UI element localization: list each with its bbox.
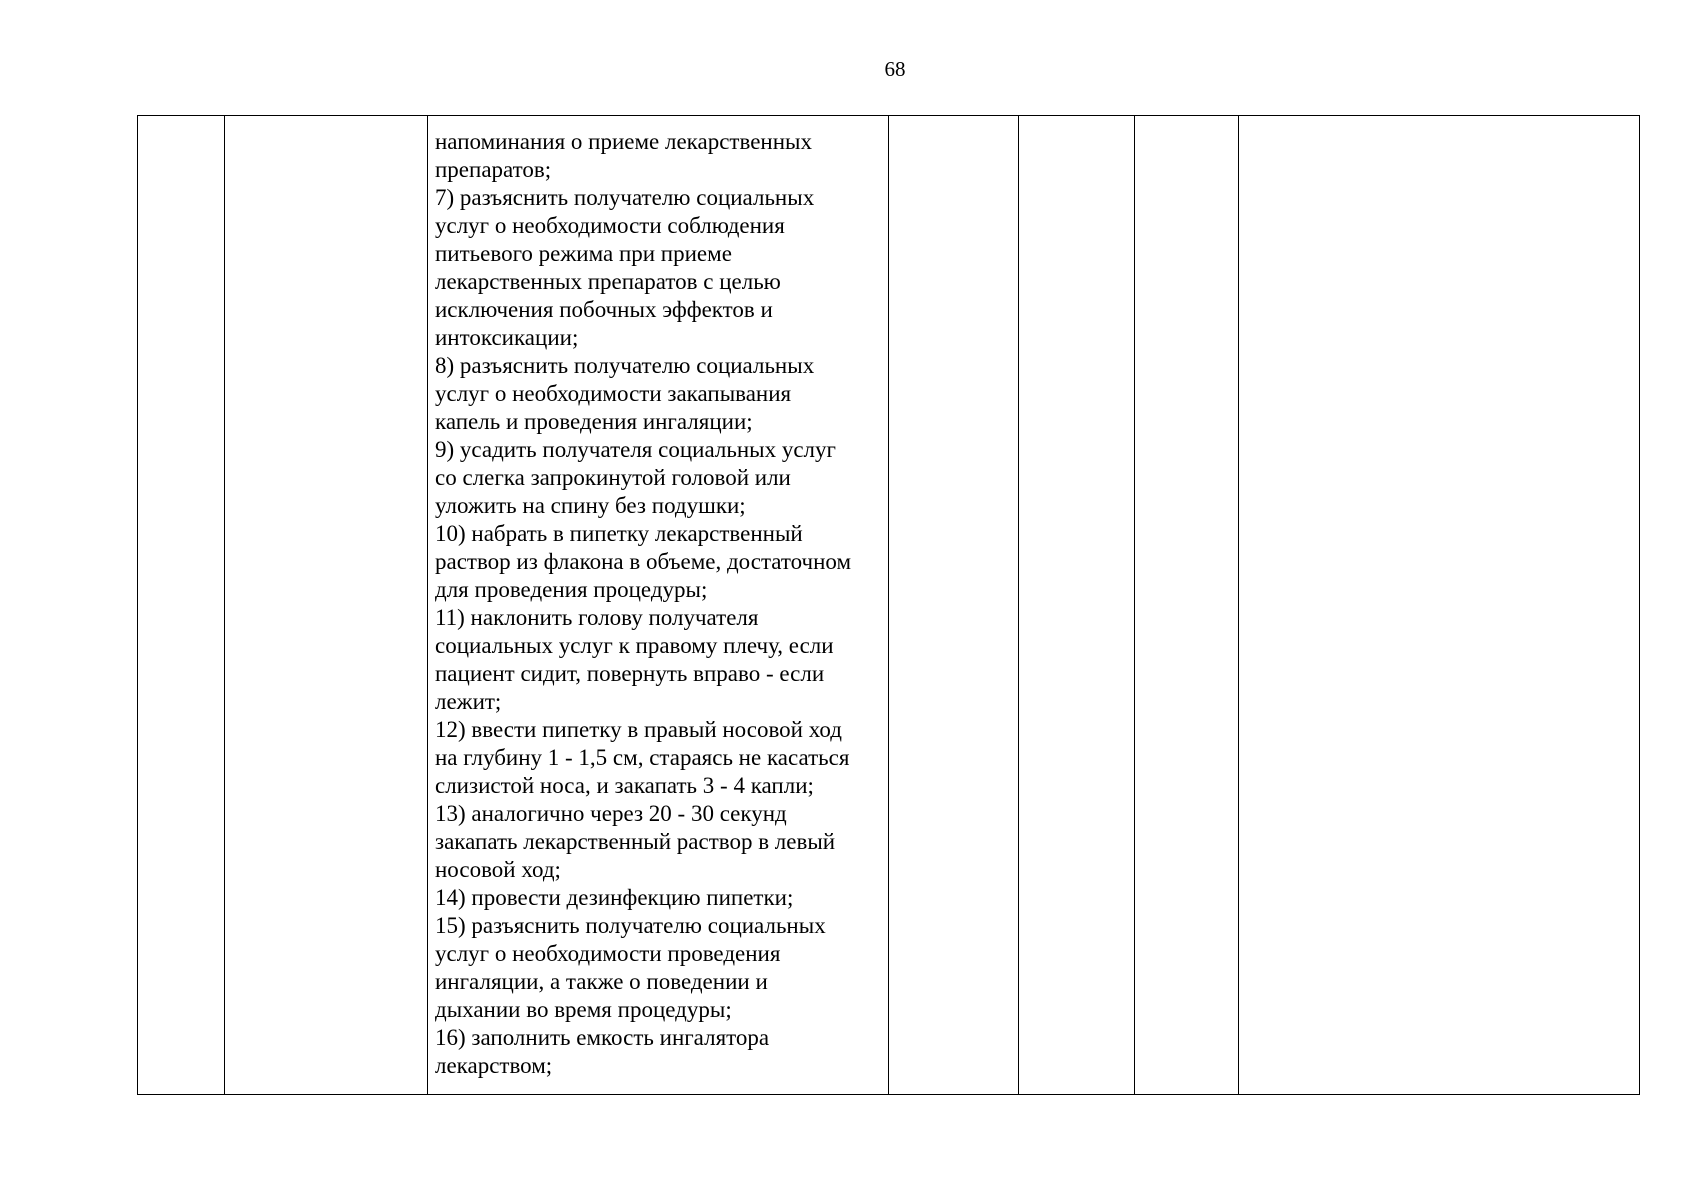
text-line: закапать лекарственный раствор в левый <box>435 829 836 854</box>
table-cell-col3 <box>428 116 889 1095</box>
table-row <box>138 116 1640 1095</box>
text-line: слизистой носа, и закапать 3 - 4 капли; <box>435 773 814 798</box>
text-line: социальных услуг к правому плечу, если <box>435 633 834 658</box>
text-line: со слегка запрокинутой головой или <box>435 465 791 490</box>
page-number: 68 <box>884 57 906 81</box>
text-line: на глубину 1 - 1,5 см, стараясь не касаться <box>435 745 850 770</box>
text-line: питьевого режима при приеме <box>435 241 732 266</box>
text-line: лекарственных препаратов с целью <box>435 269 781 294</box>
text-line: ингаляции, а также о поведении и <box>435 969 768 994</box>
text-line: 16) заполнить емкость ингалятора <box>435 1025 770 1050</box>
text-line: препаратов; <box>435 157 552 182</box>
table-cell-col7 <box>1239 116 1640 1095</box>
text-line: уложить на спину без подушки; <box>435 493 746 518</box>
text-line: напоминания о приеме лекарственных <box>435 129 812 154</box>
text-line: дыхании во время процедуры; <box>435 997 732 1022</box>
text-line: носовой ход; <box>435 857 561 882</box>
text-line: пациент сидит, повернуть вправо - если <box>435 661 825 686</box>
text-line: раствор из флакона в объеме, достаточном <box>435 549 852 574</box>
text-line: услуг о необходимости закапывания <box>435 381 792 406</box>
text-line: лежит; <box>435 689 502 714</box>
text-line: для проведения процедуры; <box>435 577 708 602</box>
text-line: 7) разъяснить получателю социальных <box>435 185 815 210</box>
table-cell-col6 <box>1135 116 1239 1095</box>
text-line: капель и проведения ингаляции; <box>435 409 753 434</box>
text-line: 9) усадить получателя социальных услуг <box>435 437 836 462</box>
text-line: 15) разъяснить получателю социальных <box>435 913 826 938</box>
text-line: 14) провести дезинфекцию пипетки; <box>435 885 794 910</box>
text-line: исключения побочных эффектов и <box>435 297 773 322</box>
text-line: 11) наклонить голову получателя <box>435 605 759 630</box>
text-line: лекарством; <box>435 1053 553 1078</box>
table-cell-col5 <box>1019 116 1135 1095</box>
text-line: интоксикации; <box>435 325 579 350</box>
text-line: услуг о необходимости соблюдения <box>435 213 785 238</box>
document-table <box>137 115 1640 1095</box>
text-line: 13) аналогично через 20 - 30 секунд <box>435 801 787 826</box>
table-cell-col1 <box>138 116 225 1095</box>
text-line: 8) разъяснить получателю социальных <box>435 353 815 378</box>
text-line: 10) набрать в пипетку лекарственный <box>435 521 803 546</box>
text-line: 12) ввести пипетку в правый носовой ход <box>435 717 842 742</box>
table-cell-col2 <box>225 116 428 1095</box>
text-line: услуг о необходимости проведения <box>435 941 781 966</box>
table-cell-col4 <box>889 116 1019 1095</box>
